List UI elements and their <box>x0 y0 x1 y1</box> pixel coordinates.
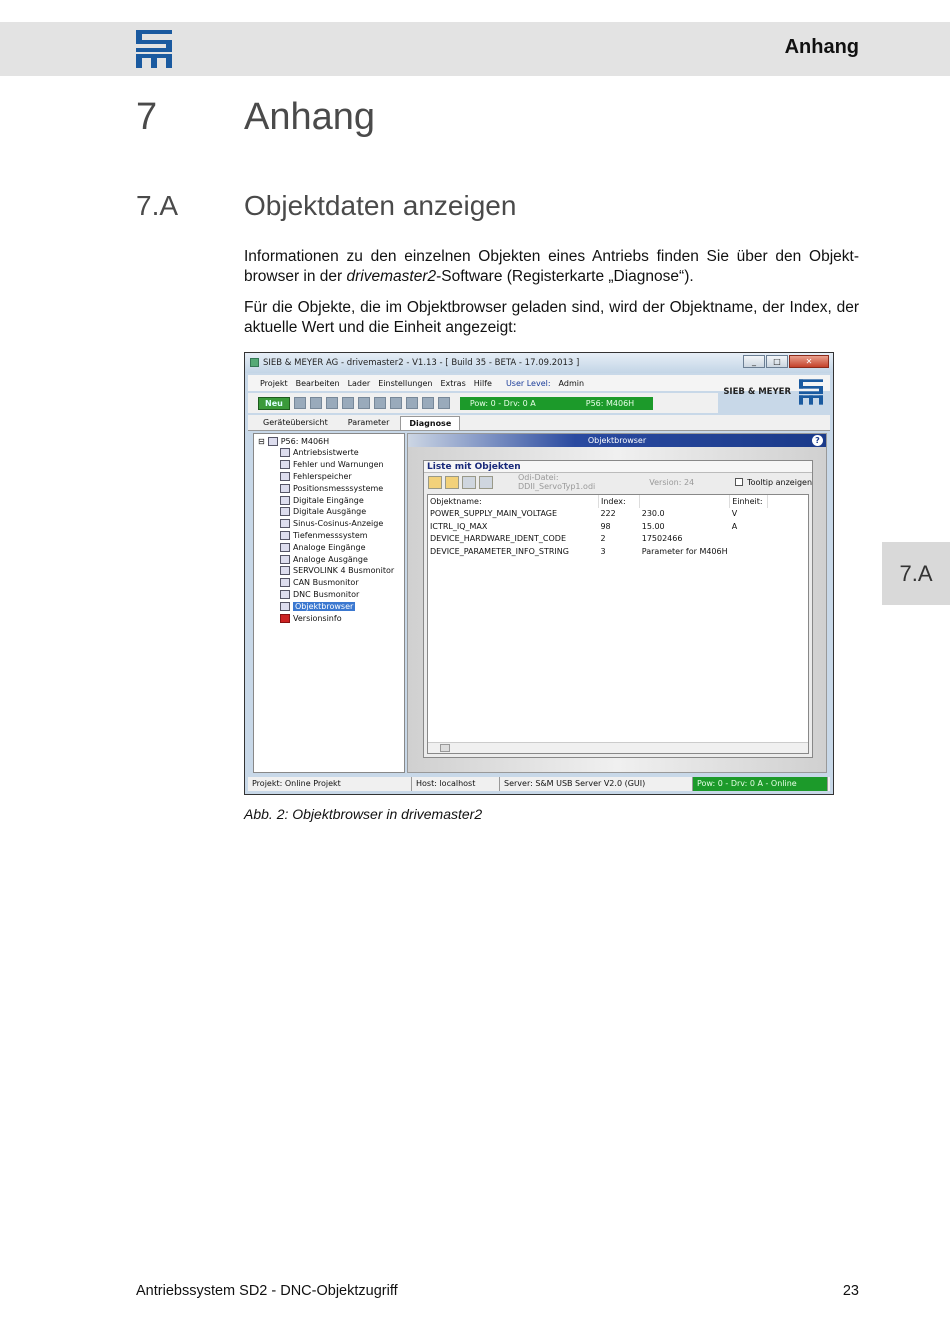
maximize-button[interactable]: □ <box>766 355 788 368</box>
scrollbar-thumb[interactable] <box>440 744 450 752</box>
tooltip-toggle[interactable] <box>735 478 812 487</box>
user-level-value: Admin <box>558 378 585 388</box>
save-icon[interactable] <box>462 476 476 489</box>
drivemaster-window <box>244 352 834 795</box>
tab-diagnose[interactable]: Diagnose <box>400 416 460 430</box>
tree-item-can-busmonitor[interactable]: CAN Busmonitor <box>258 577 400 589</box>
bus-icon <box>280 566 290 575</box>
help-icon[interactable]: ? <box>812 435 823 446</box>
column-value[interactable] <box>640 495 730 508</box>
cell-value: 230.0 <box>641 509 665 519</box>
menu-einstellungen[interactable]: Einstellungen <box>378 378 433 388</box>
column-objektname[interactable]: Objektname: <box>428 495 598 508</box>
description-paragraph: Für die Objekte, die im Objektbrowser geladen sind, wird der Objektname, der Index, der aktuelle Wert und die Einheit angezeigt: <box>244 299 859 336</box>
warning-icon <box>280 460 290 469</box>
tree-item-digitale-ausgaenge[interactable]: Digitale Ausgänge <box>258 506 400 518</box>
toolbar <box>248 393 718 413</box>
device-icon <box>268 437 278 446</box>
cell-name: ICTRL_IQ_MAX <box>430 521 488 531</box>
figure-caption: Abb. 2: Objektbrowser in drivemaster2 <box>244 806 483 822</box>
object-list-box <box>423 460 813 758</box>
sine-cosine-icon <box>280 519 290 528</box>
cell-index: 3 <box>600 546 606 556</box>
menu-hilfe[interactable]: Hilfe <box>473 378 492 388</box>
monitor-icon[interactable] <box>406 397 418 409</box>
collapse-icon[interactable]: ⊟ <box>258 437 265 446</box>
chart-icon[interactable] <box>438 397 450 409</box>
status-online: Pow: 0 - Drv: 0 A - Online <box>693 777 828 791</box>
table-row[interactable] <box>428 545 768 558</box>
cell-value: 15.00 <box>641 521 665 531</box>
header-title: Anhang <box>784 36 859 58</box>
object-browser-panel <box>407 433 827 773</box>
column-einheit[interactable]: Einheit: <box>730 495 768 508</box>
panel-title: Objektbrowser <box>408 434 826 447</box>
cell-value: 17502466 <box>641 534 683 544</box>
cell-index: 98 <box>600 521 611 531</box>
table-row[interactable] <box>428 520 768 533</box>
table-header-row <box>428 495 768 508</box>
column-index[interactable]: Index: <box>598 495 639 508</box>
scope-icon[interactable] <box>422 397 434 409</box>
tree-item-dnc-busmonitor[interactable]: DNC Busmonitor <box>258 589 400 601</box>
tree-item-versionsinfo[interactable]: Versionsinfo <box>258 612 400 624</box>
brand-logo <box>799 379 823 405</box>
cell-name: POWER_SUPPLY_MAIN_VOLTAGE <box>430 509 558 519</box>
user-level-label: User Level: <box>505 378 551 388</box>
analog-output-icon <box>280 555 290 564</box>
analog-input-icon <box>280 543 290 552</box>
new-button[interactable]: Neu <box>258 397 290 410</box>
cell-unit: V <box>731 509 738 519</box>
tree-item-tiefenmesssystem[interactable]: Tiefenmesssystem <box>258 530 400 542</box>
tree-item-fehler-und-warnungen[interactable]: Fehler und Warnungen <box>258 459 400 471</box>
tree-root[interactable] <box>258 436 400 447</box>
cell-unit <box>730 545 768 558</box>
main-tabs <box>248 415 830 431</box>
download-icon[interactable] <box>358 397 370 409</box>
table-row[interactable] <box>428 508 768 521</box>
chapter-number: 7 <box>136 96 158 138</box>
upload-icon[interactable] <box>342 397 354 409</box>
menu-lader[interactable]: Lader <box>347 378 371 388</box>
actual-values-icon <box>280 448 290 457</box>
footer-doc-title: Antriebssystem SD2 - DNC-Objektzugriff <box>136 1283 398 1299</box>
section-side-tab: 7.A <box>882 542 950 605</box>
odi-file: Odi-Datei: DDII_ServoTyp1.odi <box>518 473 596 491</box>
tree-item-objektbrowser[interactable]: Objektbrowser <box>258 600 400 612</box>
open-folder-icon[interactable] <box>428 476 442 489</box>
tree-item-positionsmesssysteme[interactable]: Positionsmesssysteme <box>258 482 400 494</box>
cell-index: 222 <box>600 509 616 519</box>
digital-output-icon <box>280 507 290 516</box>
brand-block <box>723 379 823 405</box>
section-title: Objektdaten anzeigen <box>244 190 517 221</box>
cell-unit <box>730 533 768 546</box>
list-toolbar <box>424 473 812 491</box>
cell-value: Parameter for M406H <box>641 546 728 556</box>
tree-item-sinus-cosinus[interactable]: Sinus-Cosinus-Anzeige <box>258 518 400 530</box>
drive-status-pow: Pow: 0 - Drv: 0 A <box>469 398 536 408</box>
status-host: Host: localhost <box>412 777 500 791</box>
menu-projekt[interactable]: Projekt <box>260 378 288 388</box>
section-number: 7.A <box>136 190 179 221</box>
drive-status-device: P56: M406H <box>585 398 635 408</box>
digital-input-icon <box>280 496 290 505</box>
window-titlebar <box>245 353 833 373</box>
cell-index: 2 <box>600 534 606 544</box>
tab-parameter[interactable]: Parameter <box>347 418 390 427</box>
close-button[interactable]: ✕ <box>789 355 829 368</box>
bus-icon <box>280 590 290 599</box>
load-icon[interactable] <box>310 397 322 409</box>
horizontal-scrollbar[interactable] <box>428 742 808 753</box>
menu-bearbeiten[interactable]: Bearbeiten <box>295 378 340 388</box>
tab-geraeteuebersicht[interactable]: Geräteübersicht <box>263 418 328 427</box>
object-grid <box>427 494 809 754</box>
bus-icon <box>280 578 290 587</box>
filter-icon[interactable] <box>479 476 493 489</box>
connect-icon[interactable] <box>294 397 306 409</box>
table-row[interactable] <box>428 533 768 546</box>
device-icon[interactable] <box>390 397 402 409</box>
depth-icon <box>280 531 290 540</box>
diagnose-tree <box>253 433 405 773</box>
version-icon <box>280 614 290 623</box>
object-browser-icon <box>280 602 290 611</box>
tree-item-digitale-eingaenge[interactable]: Digitale Eingänge <box>258 494 400 506</box>
cell-name: DEVICE_HARDWARE_IDENT_CODE <box>430 534 566 544</box>
status-project: Projekt: Online Projekt <box>248 777 412 791</box>
intro-paragraph: Informationen zu den einzelnen Objekten eines Antriebs finden Sie über den Objektbrowser in der drivemaster2-Software (Registerkarte „Diagnose“). <box>244 248 859 285</box>
object-table <box>428 495 768 558</box>
status-bar <box>248 777 830 791</box>
tooltip-checkbox[interactable] <box>735 478 743 486</box>
chapter-title: Anhang <box>244 96 376 138</box>
sieb-meyer-logo <box>136 30 172 68</box>
list-title: Liste mit Objekten <box>424 461 812 473</box>
app-icon <box>250 358 259 367</box>
menu-extras[interactable]: Extras <box>440 378 466 388</box>
tree-item-servolink[interactable]: SERVOLINK 4 Busmonitor <box>258 565 400 577</box>
tooltip-label: Tooltip anzeigen <box>747 477 813 487</box>
tree-item-analoge-ausgaenge[interactable]: Analoge Ausgänge <box>258 553 400 565</box>
brand-name: SIEB & MEYER <box>723 387 791 397</box>
compare-icon[interactable] <box>374 397 386 409</box>
cell-unit: A <box>731 521 738 531</box>
save-icon[interactable] <box>326 397 338 409</box>
tree-item-fehlerspeicher[interactable]: Fehlerspeicher <box>258 471 400 483</box>
drive-status <box>460 397 653 410</box>
status-server: Server: S&M USB Server V2.0 (GUI) <box>500 777 693 791</box>
error-memory-icon <box>280 472 290 481</box>
odi-version: Version: 24 <box>649 477 695 487</box>
position-icon <box>280 484 290 493</box>
page-number: 23 <box>842 1283 859 1299</box>
tree-item-analoge-eingaenge[interactable]: Analoge Eingänge <box>258 541 400 553</box>
cell-name: DEVICE_PARAMETER_INFO_STRING <box>430 546 569 556</box>
minimize-button[interactable]: _ <box>743 355 765 368</box>
tree-item-antriebsistwerte[interactable]: Antriebsistwerte <box>258 447 400 459</box>
tree-root-label: P56: M406H <box>280 437 330 446</box>
window-title: SIEB & MEYER AG - drivemaster2 - V1.13 - [ Build 35 - BETA - 17.09.2013 ] <box>263 358 580 368</box>
open-next-icon[interactable] <box>445 476 459 489</box>
